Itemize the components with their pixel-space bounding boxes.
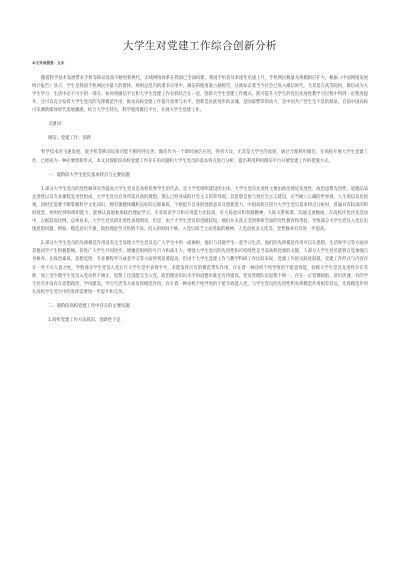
intro-paragraph: 随着科学技术发展带来手机等移动设备不断更新换代，无线网络体系在我国已全面构建，我国手机普及率逐年迅速上升，手机网民数量及规模相应扩大。根据《中国网络发展统计报告》显示，学生是我国手机网民中最大的群体，规则总范内的诸多应用中，微信的使用量占据榜首，这就标志着当今社会已进入微信时代，尤其是在高等院校，微信成为大学生学习、生活中必不可少的一部分。如何将微信平台和大学生党建工作有机结合在一起，创新大学生党建工作模式，既可提升大学生的党员先进性教学习过程中得到一定程度提升，还可以充分发挥大学生党员的先锋模范作用，推动高校党建工作提升效果与水平，创新是民族进步的灵魂，是国家繁荣的动力，是中国共产党生生不息的源泉，自前中国高校可采测新媒体时代发展潮流，结合大学生特点，科学使用微信平台，开展大学生党建工作。 <box>32 76 368 114</box>
section-heading-2: 二．现阶段高校党建工作中存在的主要问题 <box>48 303 130 309</box>
keywords-value: 微信；党建工作；创新 <box>48 136 91 142</box>
sub-heading: 1.高校党建工作方法陈旧，创新性不足 <box>48 317 121 323</box>
document-title: 大学生对党建工作综合创新分析 <box>123 40 277 52</box>
section-heading-1: 一．现阶段大学生党员基本特点与主要问题 <box>48 172 130 178</box>
section1-paragraph-1: 1.部分大学生党员的党性修养有待提高大学生党员是高校优秀学生的代表，是大学党组织建设的主体，大学生党员先进性主要由政治理论先进性，政治思想先进性，道德品质先进性以及专业课程先进性组成，大学生党员自身所需具备的理想，那么已经养成的社会主义的荣辱观，其思想是参与到社会主义建设，应当树立正确的世界观，人生观以及价值观，同时还需要不断掌握科学文化知识，拥有强健体魄和良好的心理素质，不断提升自身的创新意识及创新能力，中国高校在进行大学生党员基本特点分析时，普遍具有较高的组织观念，组织纪律和组织能力，能够认真地参加政治理论学习，专业知识学习和应用能力比较高，有大局意识和奉献精神，人际关系和谐，沟通交流畅通，在高校评优评先活动中，占据较高比例，总体看来，大学生党员的先进性表现明显，但是，由于大学生党员的党龄较短，他们并未真正受到系统全面的党性教育和考验，导致部分大学生党员入党后出现思想问题，例如，模范意识不强，政治理论学习热情不高，投入的时间不够，入党后缺乏主动进取的精神，人党动机多元化等，党性修养有待进一步提高。 <box>32 186 368 233</box>
document-meta: 本文导读提要：文末 <box>32 61 65 65</box>
section1-paragraph-2: 2.部分大学生党员的先锋模范作用没有完全显现大学生党员是广大学生中的一面旗帜，他们与其他学生一起学习生活，他们的先锋模范作用可以在思想，生活和学习等方面对其他同学产生积极影响，促进广大学生共同进步，增强党组织的号召力和战斗力，增强大学生党员的先进性和可持续性是当前高校党建的关键，人部分人学生党员能够自觉加强自身修养，在政治素质，思想觉悟，专业课程学习或者学习等方面得到显著提高，但由于大学生党建工作与教学科研工作比较来说，党建工作的关联度较低，党建工作形式与内容存在一些不尽人意之处，导致部分学生党员入党后在大学生党中表现平平，未能发挥应有的模范带头作用，存在着一种动机不纯导致的不愿意效能，较模大学生党员先进性存在差距，加上受少数学生党员入党动机不端正，思想上还没能完全入党，政治理论知识水平和道德水准还有待提高，党员管理队伍思想不统一，存在一定管理缺陷，意识淡薄，有的学生党员并没有在思想政治，学风建设，学习生活等方面发挥模范作用，存在着一种动机不纯导致的不愿为效能入党，与学生党员的先进性和先锋模范作用相差甚远，先锋模范作用在高校学生党员中的发挥需要进一步提升和完善。 <box>32 241 368 295</box>
body-paragraph: 科学技术的飞速发展，使手机等移动设备功能不断得到完善，微信作为一个即时通信应用，得到大众，尤其是大学生的欢迎。通过合理利用微信，在高校开展大学生党建工作，已经成为一种必要创新形式，本文对现阶段高校党建工作存在的问题和大学生党员的基本特点进行分析，提出利用利用微信平台开展党建工作的措施方式。 <box>32 150 368 164</box>
keywords-label: 关键词： <box>48 122 66 128</box>
